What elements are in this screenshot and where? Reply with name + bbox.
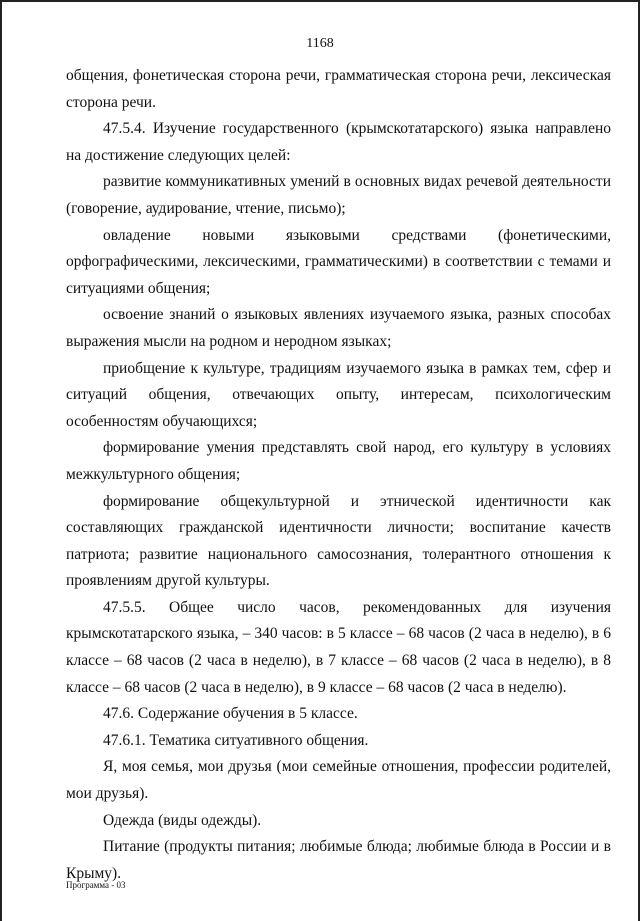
paragraph-5: освоение знаний о языковых явлениях изучаемого языка, разных способах выражения мысли на родном и неродном языках; — [66, 306, 611, 350]
paragraph-8: формирование общекультурной и этнической идентичности как составляющих гражданской идентичности личности; воспитание качеств патриота; развитие национального самосознания, толерантного отношения к проявлениям другой культуры. — [66, 492, 611, 590]
document-body — [66, 63, 611, 887]
paragraph-11: 47.6.1. Тематика ситуативного общения. — [103, 731, 369, 749]
scan-border-left — [0, 0, 2, 921]
paragraph-3: развитие коммуникативных умений в основных видах речевой деятельности (говорение, аудирование, чтение, письмо); — [66, 173, 611, 217]
page-number: 1168 — [306, 36, 334, 51]
paragraph-4: овладение новыми языковыми средствами (фонетическими, орфографическими, лексическими, грамматическими) в соответствии с темами и ситуациями общения; — [66, 226, 611, 297]
paragraph-1: общения, фонетическая сторона речи, грамматическая сторона речи, лексическая сторона речи. — [66, 67, 611, 111]
scan-border-top — [0, 0, 640, 2]
paragraph-10: 47.6. Содержание обучения в 5 классе. — [103, 705, 358, 723]
paragraph-12: Я, моя семья, мои друзья (мои семейные отношения, профессии родителей, мои друзья). — [66, 758, 611, 803]
paragraph-2: 47.5.4. Изучение государственного (крымскотатарского) языка направлено на достижение следующих целей: — [66, 120, 611, 164]
paragraph-7: формирование умения представлять свой народ, его культуру в условиях межкультурного общения; — [66, 439, 611, 483]
paragraph-6: приобщение к культуре, традициям изучаемого языка в рамках тем, сфер и ситуаций общения, отвечающих опыту, интересам, психологическим особенностям обучающихся; — [66, 359, 611, 430]
paragraph-9: 47.5.5. Общее число часов, рекомендованных для изучения крымскотатарского языка, – 340 часов: в 5 классе – 68 часов (2 часа в неделю), в 6 классе – 68 часов (2 часа в неделю), в 7 классе – 68 часов (2 часа в неделю), в 8 классе – 68 часов (2 часа в неделю), в 9 классе – 68 часов (2 часа в неделю). — [66, 598, 611, 696]
paragraph-13: Одежда (виды одежды). — [103, 811, 262, 829]
paragraph-14: Питание (продукты питания; любимые блюда; любимые блюда в России и в Крыму). — [66, 838, 611, 882]
footer-program-label: Программа - 03 — [66, 880, 126, 890]
